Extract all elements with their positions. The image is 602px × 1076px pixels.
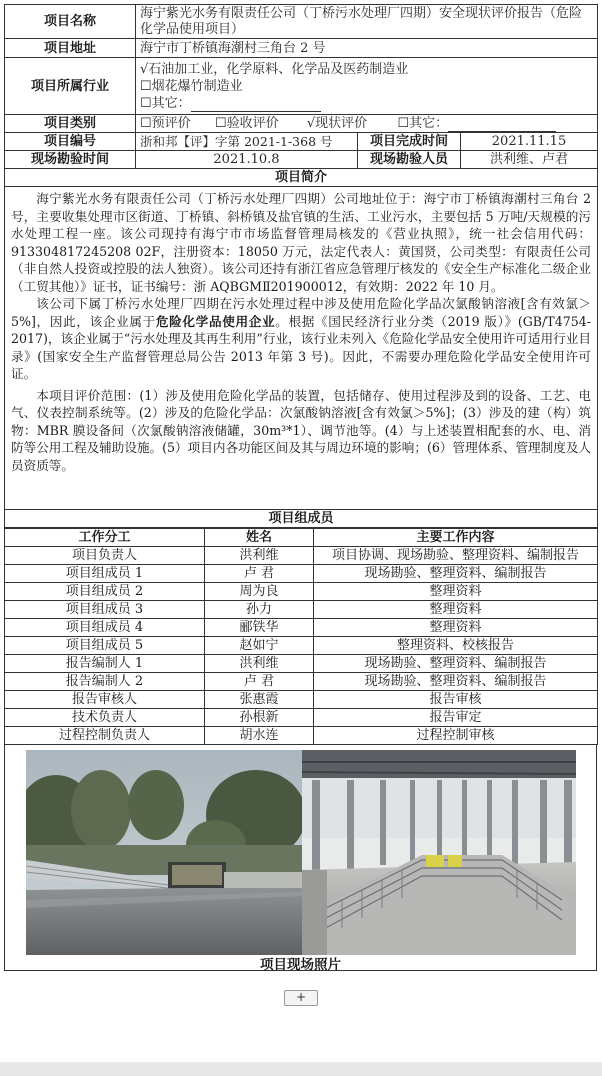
member-name: 孙力 [205, 601, 314, 619]
member-work: 整理资料 [314, 583, 598, 601]
survey-people-value: 洪利维、卢君 [461, 151, 598, 169]
project-industry-label: 项目所属行业 [5, 58, 136, 115]
table-row [5, 637, 598, 655]
project-info-table [4, 4, 598, 528]
table-row [5, 655, 598, 673]
member-name: 孙根新 [205, 709, 314, 727]
member-work: 整理资料 [314, 601, 598, 619]
member-work: 项目协调、现场勘验、整理资料、编制报告 [314, 547, 598, 565]
survey-people-label: 现场勘验人员 [358, 151, 461, 169]
table-row [5, 709, 598, 727]
member-work: 整理资料、校核报告 [314, 637, 598, 655]
member-name: 卢 君 [205, 673, 314, 691]
project-finish-label: 项目完成时间 [358, 133, 461, 151]
add-button[interactable]: + [284, 990, 318, 1006]
intro-p2-part-a: 该公司下属丁桥污水处理厂四期在污水处理过程中涉及使用危险化学品次氯酸钠溶液[含有效氯＞5%]，因此，该企业属于 [11, 296, 592, 329]
table-row [5, 691, 598, 709]
industry-option-fireworks: ☐烟花爆竹制造业 [140, 78, 243, 94]
project-name-value: 海宁紫光水务有限责任公司（丁桥污水处理厂四期）安全现状评价报告（危险化学品使用项目） [136, 5, 598, 39]
members-table [4, 528, 598, 745]
member-work: 报告审核 [314, 691, 598, 709]
member-name: 胡水连 [205, 727, 314, 745]
member-name: 洪利维 [205, 547, 314, 565]
photos-caption: 项目现场照片 [260, 957, 341, 973]
mbr-hall-photo-image [302, 750, 576, 955]
project-address-value: 海宁市丁桥镇海潮村三角台 2 号 [136, 39, 598, 58]
member-role: 项目组成员 4 [5, 619, 205, 637]
intro-p2-part-c: 。根据《国民经济行业分类（2019 版）》(GB/T4754-2017)，该企业属于“污水处理及其再生利用”行业，该行业未列入《危险化学品安全使用许可适用行业目录》(国家安全生产监督管理总局公告 2013 年第 3 号)。因此，不需要办理危险化学品安全使用许可证。 [11, 313, 592, 381]
member-role: 项目负责人 [5, 547, 205, 565]
category-option-other: ☐其它： [397, 116, 449, 131]
member-work: 整理资料 [314, 619, 598, 637]
table-row [5, 583, 598, 601]
member-work: 现场勘验、整理资料、编制报告 [314, 565, 598, 583]
member-name: 赵如宁 [205, 637, 314, 655]
intro-paragraph-2 [11, 295, 591, 383]
project-finish-value: 2021.11.15 [461, 133, 598, 151]
members-title: 项目组成员 [5, 510, 598, 528]
project-industry-options [136, 58, 598, 115]
member-work: 现场勘验、整理资料、编制报告 [314, 655, 598, 673]
member-name: 周为良 [205, 583, 314, 601]
intro-p2-highlight: 危险化学品使用企业 [155, 313, 276, 329]
members-header-work: 主要工作内容 [314, 529, 598, 547]
member-role: 过程控制负责人 [5, 727, 205, 745]
site-photo-entrance [26, 750, 302, 955]
member-work: 过程控制审核 [314, 727, 598, 745]
member-name: 洪利维 [205, 655, 314, 673]
bottom-scrollbar[interactable] [0, 1062, 602, 1076]
member-role: 项目组成员 3 [5, 601, 205, 619]
members-header-name: 姓名 [205, 529, 314, 547]
entrance-photo-image [26, 750, 302, 955]
member-role: 项目组成员 1 [5, 565, 205, 583]
survey-time-label: 现场勘验时间 [5, 151, 136, 169]
member-name: 郦铁华 [205, 619, 314, 637]
category-option-acceptance: ☐验收评价 [214, 116, 279, 131]
member-role: 技术负责人 [5, 709, 205, 727]
member-work: 报告审定 [314, 709, 598, 727]
project-category-options [136, 115, 598, 133]
industry-option-other-label: ☐其它： [140, 95, 191, 111]
member-role: 报告编制人 1 [5, 655, 205, 673]
industry-option-chemical: √石油加工业，化学原料、化学品及医药制造业 [140, 61, 409, 77]
project-number-value: 浙和邦【评】字第 2021-1-368 号 [136, 133, 358, 151]
member-role: 项目组成员 2 [5, 583, 205, 601]
table-row [5, 601, 598, 619]
survey-time-value: 2021.10.8 [136, 151, 358, 169]
category-other-blank [448, 131, 556, 132]
category-option-current: √现状评价 [306, 116, 368, 131]
project-name-label: 项目名称 [5, 5, 136, 39]
intro-title: 项目简介 [5, 169, 598, 187]
project-address-label: 项目地址 [5, 39, 136, 58]
member-name: 张惠霞 [205, 691, 314, 709]
table-row [5, 673, 598, 691]
table-row [5, 727, 598, 745]
members-header-role: 工作分工 [5, 529, 205, 547]
member-role: 报告审核人 [5, 691, 205, 709]
member-role: 项目组成员 5 [5, 637, 205, 655]
intro-paragraph-1: 海宁紫光水务有限责任公司（丁桥污水处理厂四期）公司地址位于：海宁市丁桥镇海潮村三角台 2 号，主要收集处理市区街道、丁桥镇、斜桥镇及盐官镇的生活、工业污水，主要包括 5 万吨/天规模的污水处理工程一座。该公司现持有海宁市市场监督管理局核发的《营业执照》，统一社会信用代码：913304817245208 02F，注册资本：18050 万元，法定代表人：黄国贤，公司类型：有限责任公司（非自然人投资或控股的法人独资）。该公司还持有浙江省应急管理厅核发的《安全生产标准化二级企业（工贸其他）》证书，证书编号：浙 AQBGMⅡ201900012，有效期：2022 年 10 月。 [11, 191, 592, 294]
table-row [5, 619, 598, 637]
industry-other-blank [191, 111, 321, 112]
photos-section [4, 745, 597, 971]
intro-body [5, 187, 598, 510]
member-role: 报告编制人 2 [5, 673, 205, 691]
category-option-pre: ☐预评价 [140, 116, 191, 131]
site-photo-mbr-hall [302, 750, 576, 955]
intro-paragraph-3: 本项目评价范围：(1）涉及使用危险化学品的装置，包括储存、使用过程涉及到的设备、工艺、电气、仪表控制系统等。(2）涉及的危险化学品：次氯酸钠溶液[含有效氯＞5%]；(3）涉及的建（构）筑物：MBR 膜设备间（次氯酸钠溶液储罐，30m³*1）、调节池等。(4）与上述装置相配套的水、电、消防等公用工程及辅助设施。(5）项目内各功能区间及其与周边环境的影响；(6）管理体系、管理制度及人员资质等。 [11, 387, 592, 473]
table-row [5, 547, 598, 565]
member-work: 现场勘验、整理资料、编制报告 [314, 673, 598, 691]
member-name: 卢 君 [205, 565, 314, 583]
report-sheet [4, 4, 597, 971]
table-row [5, 565, 598, 583]
industry-option-other [140, 95, 593, 112]
project-category-label: 项目类别 [5, 115, 136, 133]
project-number-label: 项目编号 [5, 133, 136, 151]
